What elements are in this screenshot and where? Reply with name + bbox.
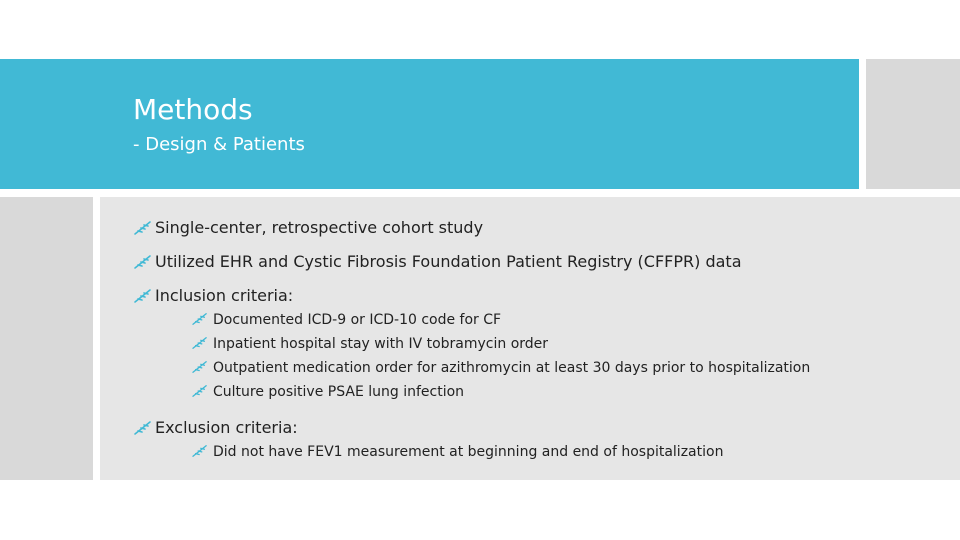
quill-bullet-icon xyxy=(191,360,209,374)
title-band xyxy=(0,59,859,189)
decorative-strip-left xyxy=(0,197,93,480)
bullet-item xyxy=(133,284,933,404)
quill-bullet-icon xyxy=(133,420,153,436)
decorative-strip-right xyxy=(866,59,960,189)
quill-bullet-icon xyxy=(133,254,153,270)
quill-bullet-icon xyxy=(133,220,153,236)
sub-bullet-item xyxy=(191,380,933,404)
bullet-item xyxy=(133,250,933,274)
sub-bullet-text: Culture positive PSAE lung infection xyxy=(213,384,465,400)
quill-bullet-icon xyxy=(191,384,209,398)
quill-bullet-icon xyxy=(191,312,209,326)
bullet-item xyxy=(133,216,933,240)
quill-bullet-icon xyxy=(133,288,153,304)
bullet-item xyxy=(133,416,933,464)
bullet-text: Exclusion criteria: xyxy=(155,418,298,437)
sub-bullet-text: Did not have FEV1 measurement at beginning and end of hospitalization xyxy=(213,444,724,460)
bullet-text: Inclusion criteria: xyxy=(155,286,294,305)
sub-bullet-text: Documented ICD-9 or ICD-10 code for CF xyxy=(213,312,502,328)
bullet-text: Utilized EHR and Cystic Fibrosis Foundation Patient Registry (CFFPR) data xyxy=(155,252,742,271)
sub-bullet-item xyxy=(191,440,933,464)
sub-bullet-list xyxy=(155,308,933,404)
sub-bullet-item xyxy=(191,308,933,332)
slide-title: Methods xyxy=(133,93,253,126)
quill-bullet-icon xyxy=(191,444,209,458)
sub-bullet-text: Outpatient medication order for azithromycin at least 30 days prior to hospitalization xyxy=(213,360,811,376)
bullet-list xyxy=(133,216,933,474)
bullet-text: Single-center, retrospective cohort study xyxy=(155,218,484,237)
sub-bullet-text: Inpatient hospital stay with IV tobramycin order xyxy=(213,336,549,352)
sub-bullet-list xyxy=(155,440,933,464)
sub-bullet-item xyxy=(191,356,933,380)
quill-bullet-icon xyxy=(191,336,209,350)
sub-bullet-item xyxy=(191,332,933,356)
slide-subtitle: - Design & Patients xyxy=(133,134,305,155)
